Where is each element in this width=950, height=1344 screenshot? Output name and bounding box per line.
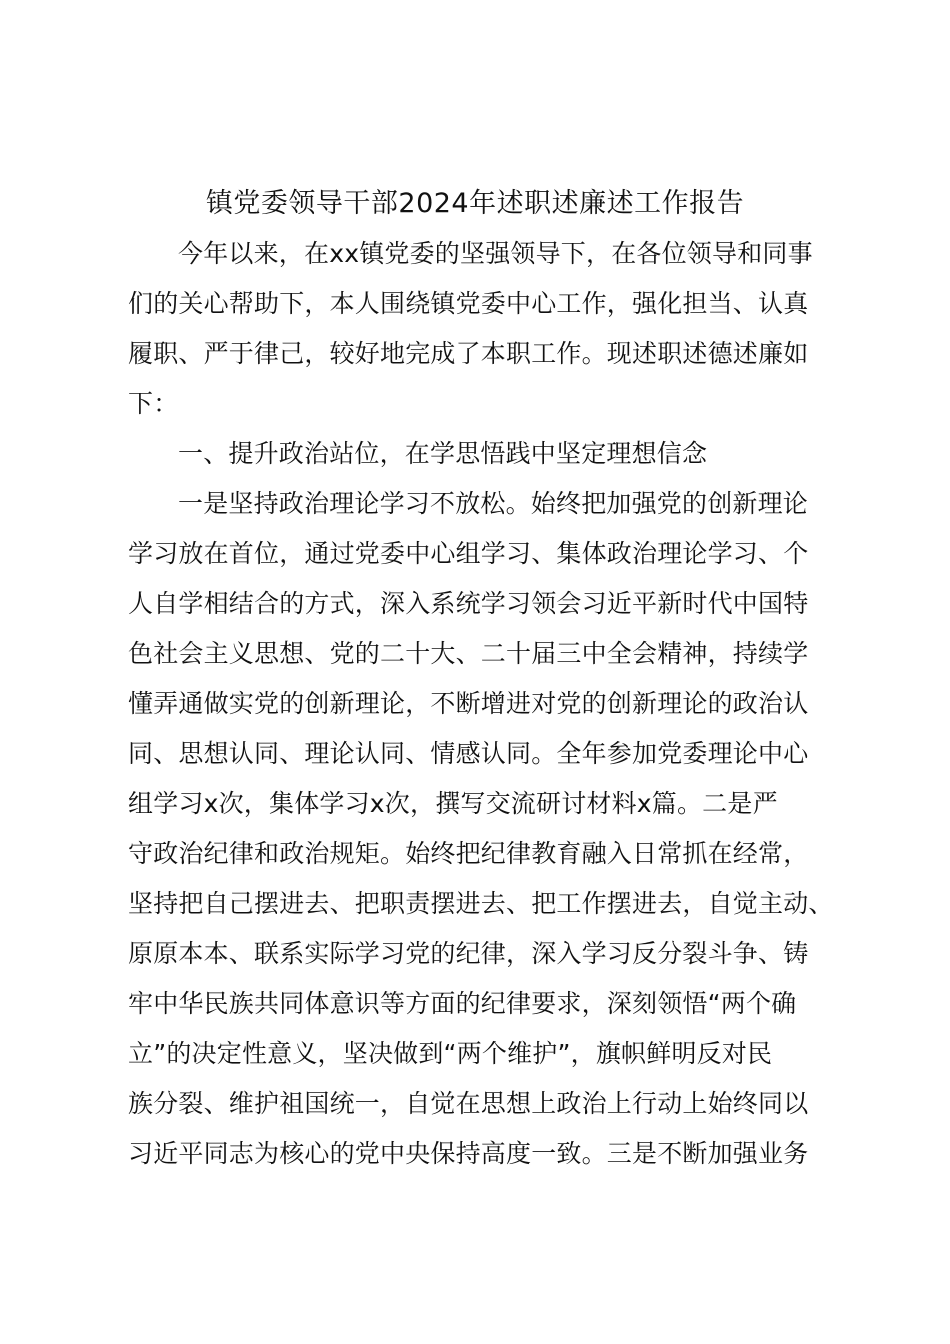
paragraph-line: 下： xyxy=(128,389,179,418)
paragraph-line: 牢中华民族共同体意识等方面的纪律要求，深刻领悟“两个确 xyxy=(128,989,797,1018)
paragraph-line: 人自学相结合的方式，深入系统学习领会习近平新时代中国特 xyxy=(128,589,809,618)
section-heading: 一、提升政治站位，在学思悟践中坚定理想信念 xyxy=(178,439,708,468)
paragraph-line: 组学习x次，集体学习x次，撰写交流研讨材料x篇。二是严 xyxy=(128,789,778,818)
paragraph-line: 学习放在首位，通过党委中心组学习、集体政治理论学习、个 xyxy=(128,539,809,568)
paragraph-line: 习近平同志为核心的党中央保持高度一致。三是不断加强业务 xyxy=(128,1139,809,1168)
paragraph-line: 懂弄通做实党的创新理论，不断增进对党的创新理论的政治认 xyxy=(128,689,809,718)
paragraph-line: 守政治纪律和政治规矩。始终把纪律教育融入日常抓在经常， xyxy=(128,839,809,868)
paragraph-line: 色社会主义思想、党的二十大、二十届三中全会精神，持续学 xyxy=(128,639,809,668)
paragraph-line: 同、思想认同、理论认同、情感认同。全年参加党委理论中心 xyxy=(128,739,809,768)
paragraph-line: 今年以来，在xx镇党委的坚强领导下，在各位领导和同事 xyxy=(178,239,813,268)
paragraph-line: 们的关心帮助下，本人围绕镇党委中心工作，强化担当、认真 xyxy=(128,289,809,318)
paragraph-line: 原原本本、联系实际学习党的纪律，深入学习反分裂斗争、铸 xyxy=(128,939,809,968)
paragraph-line: 一是坚持政治理论学习不放松。始终把加强党的创新理论 xyxy=(178,489,809,518)
paragraph-line: 坚持把自己摆进去、把职责摆进去、把工作摆进去，自觉主动、 xyxy=(128,889,834,918)
paragraph-line: 族分裂、维护祖国统一，自觉在思想上政治上行动上始终同以 xyxy=(128,1089,809,1118)
paragraph-line: 履职、严于律己，较好地完成了本职工作。现述职述德述廉如 xyxy=(128,339,809,368)
document-title: 镇党委领导干部2024年述职述廉述工作报告 xyxy=(205,188,745,219)
paragraph-line: 立”的决定性意义，坚决做到“两个维护”，旗帜鲜明反对民 xyxy=(128,1039,773,1068)
